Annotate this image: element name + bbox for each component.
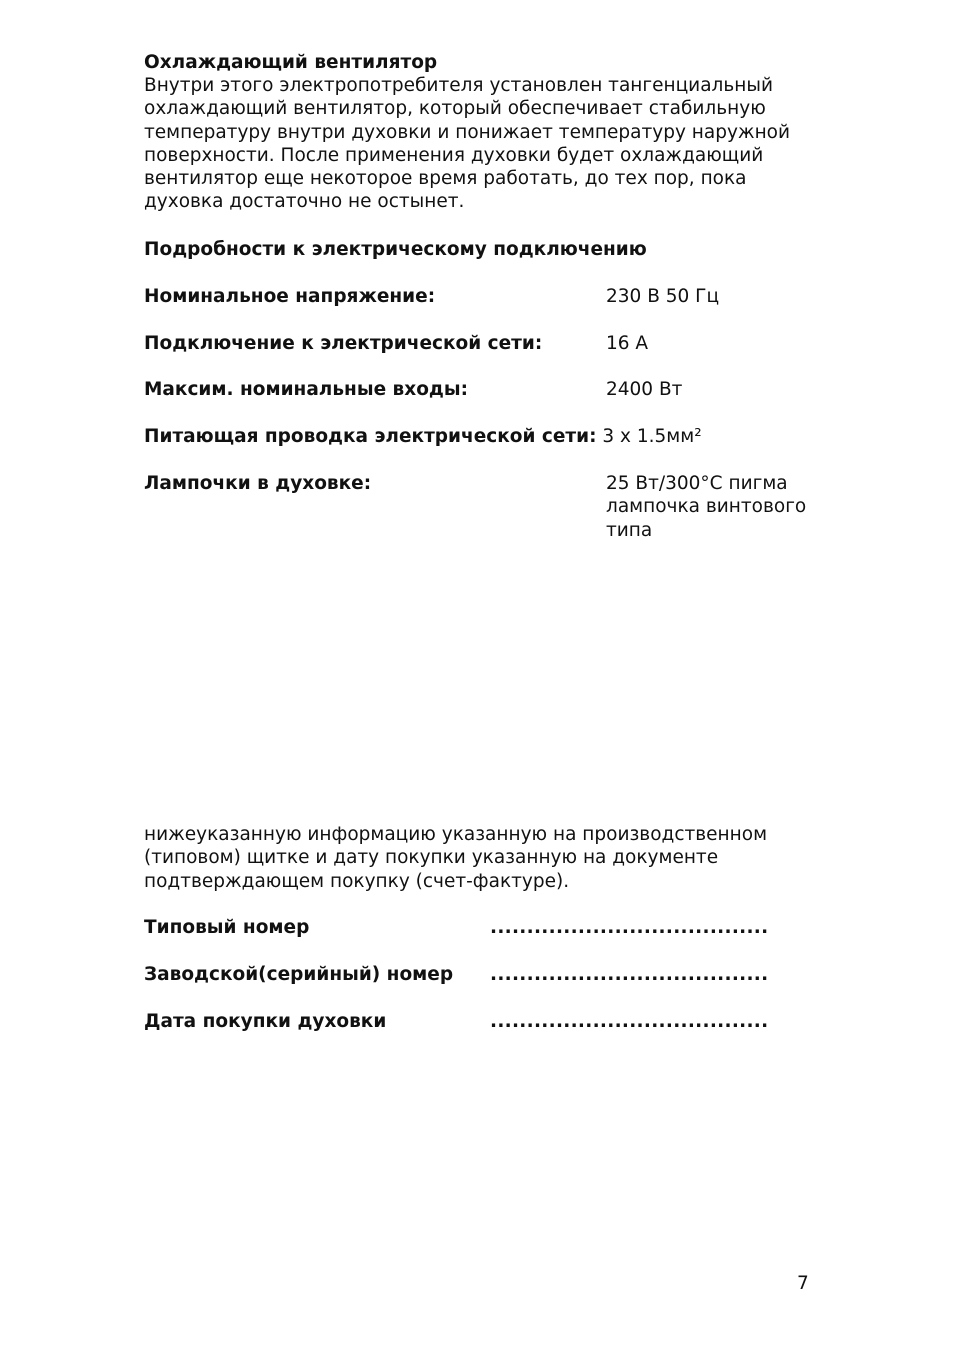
spec-label-voltage: Номинальное напряжение: xyxy=(144,286,436,307)
spec-label-oven-lamps: Лампочки в духовке: xyxy=(144,473,372,494)
field-blank-serial-number: ...................................... xyxy=(490,964,769,985)
spec-value-max-input: 2400 Вт xyxy=(606,379,683,400)
cooling-fan-paragraph: Внутри этого электропотребителя установлен тангенциальный охлаждающий вентилятор, который обеспечивает стабильную температуру внутри духовки и понижает температуру наружной поверхности. После применения духовки будет охлаждающий вентилятор еще некоторое время работать, до тех пор, пока духовка достаточно не остынет. xyxy=(144,75,791,213)
spec-value-voltage: 230 В 50 Гц xyxy=(606,286,720,307)
field-blank-type-number: ...................................... xyxy=(490,917,769,938)
field-label-serial-number: Заводской(серийный) номер xyxy=(144,964,454,985)
service-info-paragraph: нижеуказанную информацию указанную на производственном (типовом) щитке и дату покупки указанную на документе подтверждающем покупку (счет-фактуре). xyxy=(144,824,768,892)
spec-row-supply-wiring xyxy=(144,425,702,448)
field-label-purchase-date: Дата покупки духовки xyxy=(144,1011,387,1032)
spec-label-max-input: Максим. номинальные входы: xyxy=(144,379,468,400)
cooling-fan-heading: Охлаждающий вентилятор xyxy=(144,52,438,73)
page-number: 7 xyxy=(797,1273,809,1294)
spec-value-oven-lamps: 25 Вт/300°C пигма лампочка винтового типа xyxy=(606,473,807,541)
electrical-heading: Подробности к электрическому подключению xyxy=(144,239,647,260)
spec-label-connection: Подключение к электрической сети: xyxy=(144,333,543,354)
spec-label-supply-wiring: Питающая проводка электрической сети: xyxy=(144,426,597,447)
spec-value-supply-wiring: 3 x 1.5мм² xyxy=(602,426,702,447)
spec-value-connection: 16 А xyxy=(606,333,649,354)
field-label-type-number: Типовый номер xyxy=(144,917,310,938)
field-blank-purchase-date: ...................................... xyxy=(490,1011,769,1032)
